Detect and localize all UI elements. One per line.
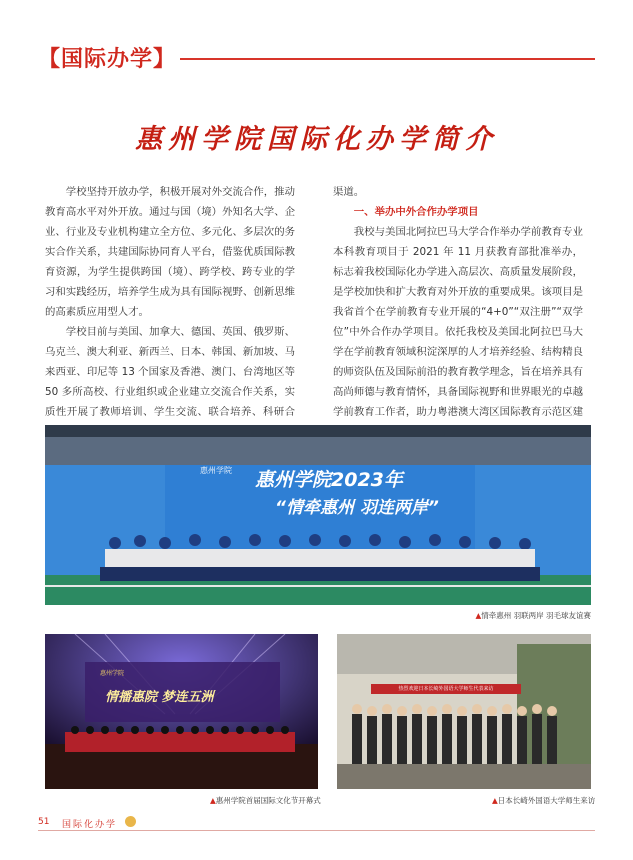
logo: 惠州学院 <box>100 670 125 677</box>
photo-delegation-visit <box>337 634 591 789</box>
caption-text: 日本长崎外国语大学师生来访 <box>497 796 596 805</box>
section-tag: 【国际办学】 <box>38 47 177 72</box>
visit-scene <box>337 634 591 789</box>
caption-marker: ▲ <box>210 796 216 805</box>
photo-badminton-event <box>45 425 591 605</box>
caption-text: 情牵惠州 羽联两岸 羽毛球友谊赛 <box>481 611 591 620</box>
photo-cultural-festival <box>45 634 318 789</box>
article-title: 惠州学院国际化办学简介 <box>135 124 498 155</box>
stage-scene <box>45 634 318 789</box>
photo-caption <box>492 795 595 806</box>
footer-rule <box>38 830 595 831</box>
photo-caption <box>475 610 591 621</box>
right-column <box>333 182 583 442</box>
paragraph: 学校坚持开放办学，积极开展对外交流合作，推动教育高水平对外开放。通过与国（境）外知名大学、企业、行业及专业机构建立全方位、多元化、多层次的务实合作关系，共建国际协同育人平台，借鉴优质国际教育资源，为学生提供跨国（境）、跨学校、跨专业的学习和实践经历，培养学生成为具有国际视野、创新思维的高素质应用型人才。 <box>45 186 295 318</box>
logo: 惠州学院 <box>200 466 232 475</box>
left-column <box>45 182 295 462</box>
banner-title: 惠州学院2023年 <box>255 469 403 491</box>
paragraph: 渠道。 <box>333 186 365 198</box>
banner-subtitle: “情牵惠州 羽连两岸” <box>275 498 439 518</box>
caption-marker: ▲ <box>492 796 498 805</box>
caption-marker: ▲ <box>475 611 482 620</box>
paragraph: 学校目前与美国、加拿大、德国、英国、俄罗斯、乌克兰、澳大利亚、新西兰、日本、韩国、新加坡、马来西亚、印尼等 13 个国家及香港、澳门、台湾地区等 50 多所高校、行业组织或企业建立交流合作关系，实质性开展了教师培训、学生交流、联合培养、科研合 <box>45 326 295 418</box>
subheading: 一、举办中外合作办学项目 <box>353 206 479 218</box>
decorative-dot-icon <box>125 816 136 827</box>
paragraph: 我校与美国北阿拉巴马大学合作举办学前教育专业本科教育项目于 2021 年 11 月获教育部批准举办，标志着我校国际化办学进入高层次、高质量发展阶段，是学校加快和扩大教育对外开放的重要成果。该项目是我省首个在学前教育专业开展的“4+0”“双注册”“双学位”中外合作办学项目。依托我校及美国北阿拉巴马大学在学前教育领域积淀深厚的人才培养经验、结构精良的师资队伍及国际前沿的教育教学理念，旨在培养具有高尚师德与教育情怀，具备国际视野和世界眼光的卓越学前教育工作者，助力粤港澳大湾区国际教育示范区建 <box>333 226 583 418</box>
caption-text: 惠州学院首届国际文化节开幕式 <box>215 796 321 805</box>
photo-caption <box>210 795 321 806</box>
footer-section-label: 国际化办学 <box>62 820 118 830</box>
stage-title: 情播惠院 梦连五洲 <box>105 690 214 705</box>
welcome-banner: 热烈欢迎日本长崎外国语大学师生代表来访 <box>371 684 521 694</box>
page-number: 51 <box>38 817 50 827</box>
header-rule <box>180 58 595 60</box>
